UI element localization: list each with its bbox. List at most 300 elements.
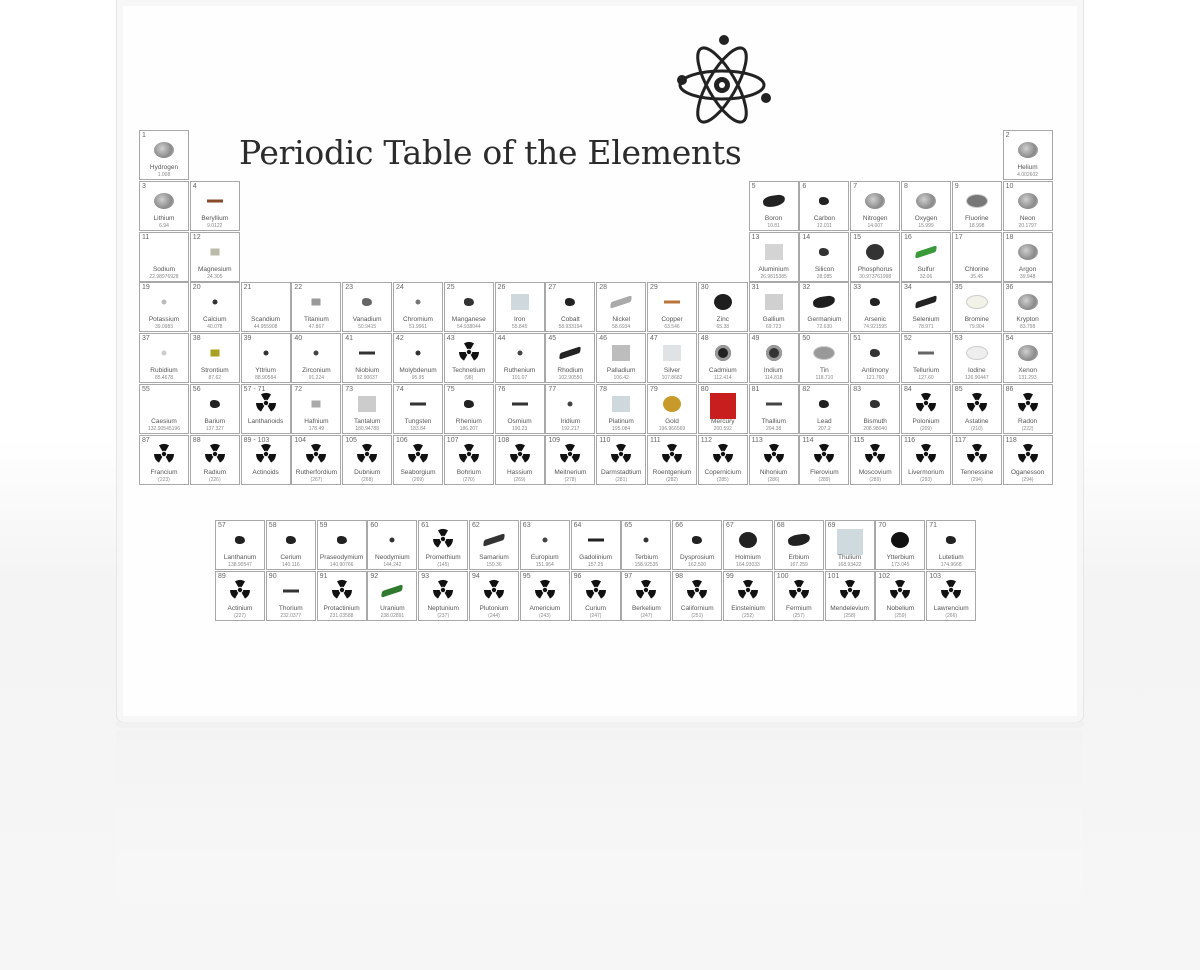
atomic-number: 66 (675, 522, 683, 529)
element-cell (901, 232, 951, 282)
sample-chunk (692, 536, 702, 544)
atomic-number: 23 (345, 284, 353, 292)
element-cell (545, 333, 595, 383)
sample-vial (1018, 244, 1038, 260)
atomic-number: 25 (446, 284, 455, 292)
sample-chunk (870, 400, 880, 408)
atomic-number: 89 (218, 572, 226, 580)
radioactive-icon (635, 579, 657, 601)
atomic-mass: (289) (869, 476, 882, 483)
element-name: Americium (529, 604, 561, 612)
atomic-number: 21 (243, 284, 252, 292)
element-name: Sulfur (917, 265, 935, 273)
element-cell (1003, 130, 1053, 180)
atomic-number: 92 (370, 572, 379, 580)
atomic-number: 104 (294, 436, 307, 444)
element-cell (317, 571, 367, 621)
radioactive-icon (813, 443, 835, 465)
element-cell (774, 571, 824, 621)
element-name: Carbon (813, 214, 836, 222)
atomic-mass: 137.327 (205, 426, 224, 432)
element-name: Terbium (634, 554, 658, 561)
atomic-mass: 65.38 (716, 324, 730, 331)
atomic-number: 29 (650, 284, 658, 292)
element-name: Copernicium (704, 468, 742, 476)
atomic-mass: (210) (970, 426, 983, 432)
atomic-mass: (293) (920, 476, 932, 483)
atomic-mass: 10.81 (767, 222, 780, 229)
element-name: Phosphorus (857, 265, 893, 273)
sample-chunk (870, 349, 880, 357)
element-cell (825, 571, 875, 621)
atomic-number: 63 (522, 522, 531, 529)
element-cell (647, 435, 697, 485)
element-name: Radium (203, 468, 226, 476)
element-name: Cadmium (708, 367, 737, 375)
element-name: Uranium (380, 604, 405, 612)
element-name: Silver (663, 367, 681, 375)
element-name: Hassium (506, 468, 533, 476)
sample-coin (766, 345, 782, 361)
atomic-number: 46 (599, 335, 607, 343)
element-cell (647, 333, 697, 383)
sample-grain (644, 538, 649, 543)
sample-shard (560, 347, 582, 360)
element-name: Boron (764, 214, 783, 222)
atomic-mass: (285) (716, 476, 729, 483)
element-name: Curium (585, 604, 607, 612)
element-name: Potassium (148, 316, 180, 324)
element-name: Actinium (227, 604, 253, 612)
element-name: Praseodymium (319, 554, 364, 561)
element-name: Thorium (278, 604, 303, 612)
atomic-number: 117 (954, 436, 966, 444)
element-name: Magnesium (197, 265, 232, 273)
element-name: Indium (763, 367, 784, 375)
sample-grain (162, 300, 167, 305)
sample-vial (916, 193, 936, 209)
radioactive-icon (509, 443, 531, 465)
element-cell (495, 384, 545, 434)
element-cell (215, 571, 265, 621)
element-cell (952, 282, 1002, 332)
sample-chunk (819, 248, 829, 256)
radioactive-icon (839, 579, 861, 601)
element-name: Cobalt (560, 316, 580, 324)
sample-chunk (464, 400, 474, 408)
element-name: Calcium (203, 316, 227, 324)
atomic-number: 93 (421, 572, 429, 580)
element-cell (901, 181, 951, 231)
element-name: Seaborgium (400, 468, 436, 476)
atomic-mass: 112.414 (713, 375, 732, 382)
sample-vial (1018, 193, 1038, 209)
sample-foil (765, 244, 783, 260)
atomic-mass: 150.36 (486, 562, 502, 568)
sample-pellet (813, 346, 835, 360)
element-cell (952, 181, 1002, 231)
atomic-mass: 238.02891 (380, 612, 405, 619)
element-cell (875, 571, 925, 621)
element-name: Lutetium (938, 554, 964, 561)
element-name: Tennessine (960, 468, 994, 476)
element-name: Oxygen (914, 214, 938, 222)
radioactive-icon (255, 392, 277, 414)
atomic-number: 47 (650, 335, 658, 343)
atomic-number: 65 (624, 522, 633, 529)
element-cell (545, 384, 595, 434)
radioactive-icon (737, 579, 759, 601)
atomic-mass: 118.710 (815, 375, 834, 382)
atomic-number: 54 (1005, 335, 1014, 343)
atomic-number: 103 (929, 572, 941, 580)
atomic-mass: (267) (310, 476, 323, 483)
atomic-mass: 140.90766 (329, 562, 354, 568)
element-name: Strontium (200, 367, 229, 375)
element-cell (469, 520, 519, 570)
atomic-mass: (289) (818, 476, 831, 483)
atomic-number: 37 (142, 335, 150, 343)
element-name: Berkelium (631, 604, 661, 612)
atomic-mass: 208.98040 (863, 426, 887, 432)
atomic-mass: 204.38 (765, 426, 782, 432)
element-cell (850, 384, 900, 434)
atomic-mass: 173.045 (891, 562, 910, 568)
sample-rod (359, 352, 375, 355)
element-cell (875, 520, 925, 570)
radioactive-icon (915, 443, 937, 465)
sample-chunk (891, 532, 909, 548)
sample-foil (765, 294, 783, 310)
element-name: Osmium (507, 418, 532, 425)
element-name: Caesium (151, 418, 177, 425)
atomic-number: 82 (802, 386, 811, 393)
radioactive-icon (966, 392, 988, 414)
radioactive-icon (153, 443, 175, 465)
element-cell (850, 435, 900, 485)
atomic-number: 59 (319, 522, 328, 529)
element-name: Neodymium (375, 554, 410, 561)
sample-fragment (210, 248, 219, 255)
atomic-number: 52 (904, 335, 912, 343)
atomic-number: 1 (142, 132, 146, 139)
element-name: Fluorine (965, 214, 989, 222)
atomic-mass: 126.90447 (964, 375, 989, 382)
atomic-number: 101 (827, 572, 840, 580)
sample-vial (865, 193, 885, 209)
element-name: Oganesson (1010, 468, 1045, 476)
sample-chunk (663, 396, 681, 412)
atomic-number: 62 (472, 522, 480, 529)
atomic-mass: (244) (488, 612, 500, 619)
atomic-number: 81 (751, 386, 760, 393)
atomic-number: 111 (650, 436, 661, 444)
element-cell (241, 384, 291, 434)
atomic-mass: (209) (920, 426, 932, 432)
radioactive-icon (915, 392, 937, 414)
element-name: Roentgenium (652, 468, 692, 476)
page-title: Periodic Table of the Elements (239, 133, 742, 172)
element-name: Hafnium (304, 418, 329, 425)
atomic-number: 67 (726, 522, 734, 529)
atomic-number: 80 (700, 386, 709, 393)
atomic-mass: 47.867 (308, 324, 325, 331)
sample-vial (1018, 294, 1038, 310)
element-cell (291, 435, 341, 485)
element-cell (469, 571, 519, 621)
atomic-mass: 180.94788 (355, 426, 379, 432)
atomic-number: 13 (751, 233, 760, 241)
atomic-number: 61 (421, 522, 429, 529)
element-cell (418, 520, 468, 570)
atomic-mass: (258) (843, 612, 856, 619)
sample-pellet (966, 194, 988, 208)
sample-rod (410, 403, 426, 406)
atomic-mass: (227) (234, 612, 246, 619)
radioactive-icon (686, 579, 708, 601)
element-cell (901, 384, 951, 434)
element-cell (545, 282, 595, 332)
sample-chunk (235, 536, 245, 544)
atomic-mass: 58.6934 (612, 324, 631, 331)
atomic-number: 39 (243, 335, 252, 343)
sample-grain (568, 402, 573, 407)
element-cell (571, 520, 621, 570)
element-name: Germanium (807, 316, 842, 324)
atomic-mass: 107.8682 (661, 375, 683, 382)
element-name: Bromine (964, 316, 989, 324)
element-cell (850, 333, 900, 383)
element-cell (190, 232, 240, 282)
atomic-mass: 51.9961 (408, 324, 428, 331)
radioactive-icon (763, 443, 785, 465)
atomic-mass: 207.2 (818, 426, 831, 432)
sample-chunk (787, 533, 810, 547)
element-cell (621, 520, 671, 570)
atomic-number: 20 (192, 284, 201, 292)
atomic-number: 78 (599, 386, 607, 393)
sample-chunk (870, 298, 880, 306)
element-name: Cerium (280, 554, 302, 561)
element-cell (241, 435, 291, 485)
element-cell (520, 571, 570, 621)
element-name: Sodium (152, 265, 176, 273)
element-cell (926, 571, 976, 621)
atomic-mass: 87.62 (208, 375, 222, 382)
element-name: Tellurium (912, 367, 939, 375)
sample-foil (612, 345, 630, 361)
element-cell (393, 435, 443, 485)
sample-foil (358, 396, 376, 412)
atomic-mass: 55.845 (511, 324, 528, 331)
element-cell (825, 520, 875, 570)
sample-pellet (966, 346, 988, 360)
element-cell (647, 384, 697, 434)
element-name: Nitrogen (862, 214, 888, 222)
atomic-mass: (247) (589, 612, 602, 619)
element-cell (799, 333, 849, 383)
atomic-number: 77 (548, 386, 557, 393)
element-name: Silicon (814, 265, 834, 273)
atomic-mass: 78.971 (918, 324, 934, 331)
element-cell (444, 282, 494, 332)
atomic-mass: 1.008 (157, 172, 171, 178)
sample-coin (715, 345, 731, 361)
atomic-number: 68 (776, 522, 785, 529)
sample-foil (710, 393, 736, 419)
element-cell (723, 520, 773, 570)
atomic-mass: 157.25 (587, 562, 604, 568)
element-name: Neptunium (427, 604, 459, 612)
atomic-mass: 14.007 (867, 222, 883, 229)
element-name: Actinoids (252, 468, 279, 476)
element-name: Mendelevium (830, 604, 869, 612)
sample-chunk (762, 194, 785, 208)
atomic-number: 79 (650, 386, 658, 393)
element-cell (342, 333, 392, 383)
element-cell (215, 520, 265, 570)
element-cell (952, 384, 1002, 434)
atomic-mass: 88.90584 (255, 375, 277, 382)
element-name: Flerovium (810, 468, 839, 476)
atomic-mass: 28.085 (816, 273, 833, 280)
atomic-mass: 54.938044 (456, 324, 481, 331)
atomic-number: 74 (396, 386, 404, 393)
radioactive-icon (788, 579, 810, 601)
sample-chunk (337, 536, 347, 544)
atomic-number: 96 (573, 572, 582, 580)
element-name: Zirconium (302, 367, 331, 375)
atomic-number: 116 (904, 436, 916, 444)
element-name: Vanadium (352, 316, 382, 324)
element-name: Titanium (304, 316, 329, 324)
atomic-number: 53 (954, 335, 963, 343)
atomic-number: 112 (700, 436, 712, 444)
atomic-number: 88 (192, 436, 201, 444)
atomic-number: 9 (954, 182, 959, 190)
element-cell (418, 571, 468, 621)
element-cell (749, 181, 799, 231)
atomic-number: 85 (954, 386, 963, 393)
element-cell (1003, 333, 1053, 383)
atomic-mass: 39.948 (1019, 273, 1036, 280)
sample-fragment (312, 299, 321, 306)
radioactive-icon (585, 579, 607, 601)
atomic-mass: 85.4678 (154, 375, 174, 382)
element-name: Californium (680, 604, 714, 612)
element-name: Krypton (1016, 316, 1039, 324)
element-name: Gold (665, 418, 679, 425)
element-cell (901, 435, 951, 485)
element-name: Thallium (761, 418, 786, 425)
atomic-mass: 32.06 (919, 273, 933, 280)
radioactive-icon (356, 443, 378, 465)
atomic-number: 105 (345, 436, 357, 444)
element-name: Thulium (838, 554, 862, 561)
sample-vial (154, 142, 174, 158)
element-name: Iodine (967, 367, 986, 375)
element-name: Gadolinium (579, 554, 613, 561)
element-name: Lithium (153, 214, 175, 222)
atomic-number: 15 (853, 233, 861, 241)
element-name: Tin (819, 367, 829, 375)
element-name: Meitnerium (554, 468, 587, 476)
element-name: Promethium (425, 554, 461, 561)
element-cell (952, 435, 1002, 485)
atomic-mass: 50.9415 (358, 324, 377, 331)
atomic-number: 90 (268, 572, 277, 580)
element-name: Copper (661, 316, 683, 324)
element-name: Nickel (612, 316, 631, 324)
element-cell (444, 435, 494, 485)
atomic-number: 14 (802, 233, 811, 241)
atomic-mass: 91.224 (308, 375, 325, 382)
atomic-number: 100 (776, 572, 789, 580)
radioactive-icon (1017, 443, 1039, 465)
radioactive-icon (940, 579, 962, 601)
atomic-mass: (278) (564, 476, 577, 483)
element-cell (723, 571, 773, 621)
atomic-number: 18 (1005, 233, 1014, 241)
element-cell (342, 435, 392, 485)
element-cell (698, 435, 748, 485)
atomic-mass: 35.45 (970, 273, 984, 280)
element-name: Francium (150, 468, 178, 476)
atomic-mass: 164.93033 (736, 562, 760, 568)
atomic-number: 51 (853, 335, 861, 343)
atomic-number: 34 (904, 284, 912, 292)
atomic-number: 107 (446, 436, 459, 444)
sample-grain (390, 538, 395, 543)
atomic-number: 30 (700, 284, 709, 292)
element-name: Bohrium (456, 468, 481, 476)
element-cell (139, 282, 189, 332)
atomic-mass: 22.98976928 (149, 273, 179, 280)
element-name: Rubidium (150, 367, 178, 375)
element-name: Chlorine (964, 265, 989, 273)
sample-chunk (464, 298, 474, 306)
atomic-mass: 178.49 (308, 426, 325, 432)
element-name: Dysprosium (680, 554, 715, 561)
sample-chunk (362, 298, 372, 306)
atomic-mass: (294) (1021, 476, 1034, 483)
atomic-mass: (286) (767, 476, 780, 483)
element-cell (291, 384, 341, 434)
element-cell (444, 333, 494, 383)
element-cell (799, 282, 849, 332)
element-cell (926, 520, 976, 570)
atomic-mass: 39.0983 (154, 324, 174, 331)
atomic-number: 83 (853, 386, 861, 393)
element-name: Radon (1018, 418, 1038, 425)
element-cell (672, 520, 722, 570)
atomic-number: 10 (1005, 182, 1014, 190)
element-cell (342, 384, 392, 434)
element-cell (190, 435, 240, 485)
element-cell (317, 520, 367, 570)
atomic-mass: 12.011 (816, 222, 832, 229)
element-cell (241, 333, 291, 383)
element-cell (952, 232, 1002, 282)
atomic-number: 49 (751, 335, 760, 343)
sample-rod (512, 403, 528, 406)
element-cell (749, 333, 799, 383)
atomic-mass: (222) (1021, 426, 1034, 432)
atomic-number: 106 (396, 436, 408, 444)
radioactive-icon (1017, 392, 1039, 414)
element-cell (139, 232, 189, 282)
atomic-mass: (269) (513, 476, 526, 483)
